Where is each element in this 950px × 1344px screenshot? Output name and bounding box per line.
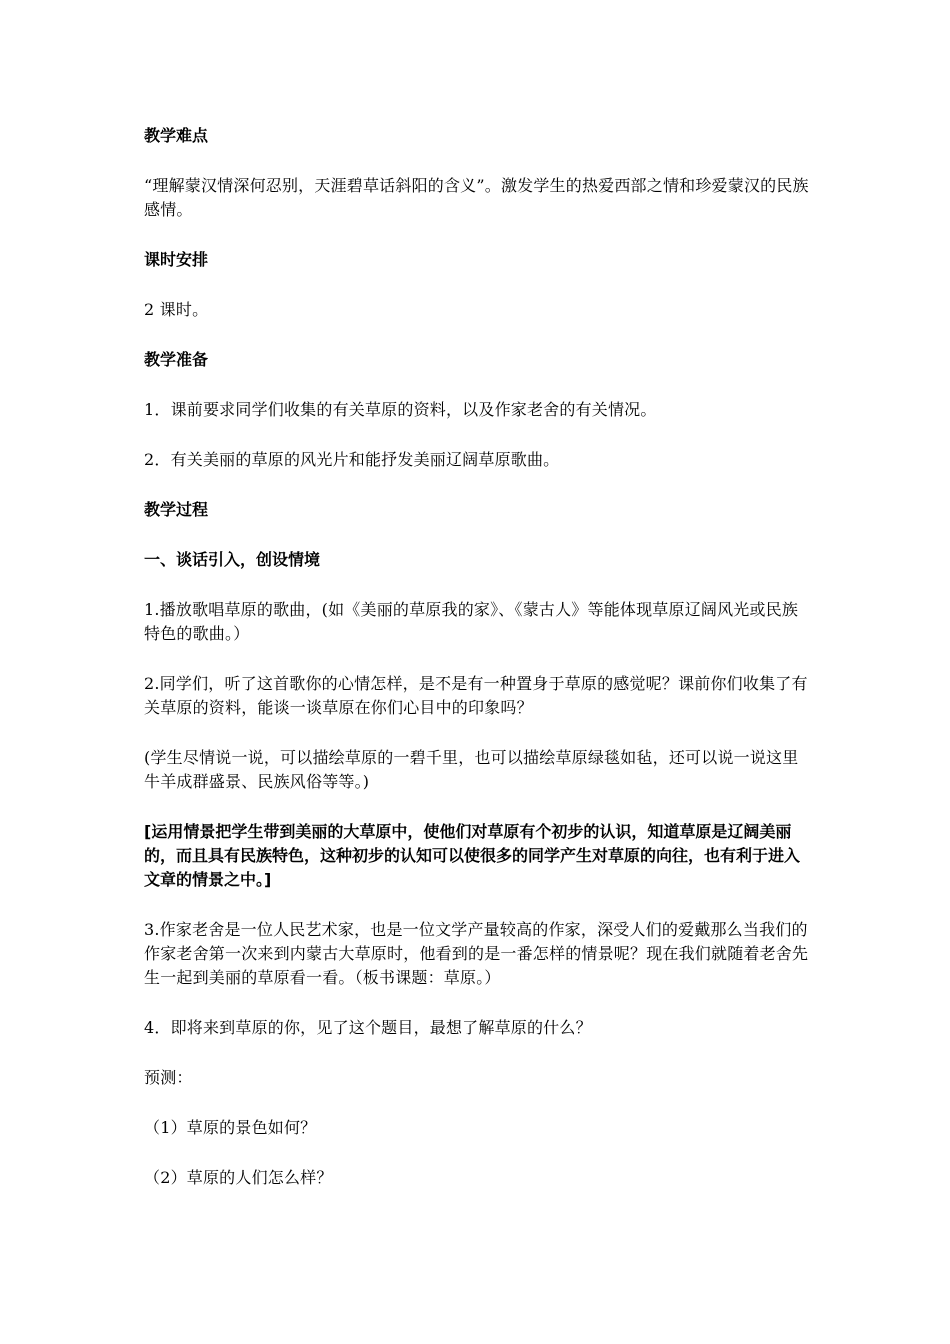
document-page [144,124,810,1216]
paragraph-preparation-2: 2．有关美丽的草原的风光片和能抒发美丽辽阔草原歌曲。 [144,450,560,469]
paragraph-prediction-2: （2）草原的人们怎么样？ [144,1168,333,1187]
heading-teaching-process: 教学过程 [144,500,209,519]
paragraph-prediction-label: 预测： [144,1068,193,1087]
paragraph-step1-item4: 4．即将来到草原的你，见了这个题目，最想了解草原的什么？ [144,1018,592,1037]
paragraph-step1-item3: 3.作家老舍是一位人民艺术家，也是一位文学产量较高的作家，深受人们的爱戴那么当我们的作家老舍第一次来到内蒙古大草原时，他看到的是一番怎样的情景呢？现在我们就随着老舍先生一起到美丽的草原看一看。（板书课题：草原。） [144,920,809,987]
paragraph-prediction-1: （1）草原的景色如何？ [144,1118,317,1137]
heading-teaching-preparation: 教学准备 [144,350,209,369]
heading-step-one: 一、谈话引入，创设情境 [144,550,321,569]
paragraph-teaching-difficulty: “理解蒙汉情深何忍别，天涯碧草话斜阳的含义”。激发学生的热爱西部之情和珍爱蒙汉的民族感情。 [144,176,809,219]
heading-class-schedule: 课时安排 [144,250,209,269]
paragraph-step1-item1: 1.播放歌唱草原的歌曲，(如《美丽的草原我的家》、《蒙古人》等能体现草原辽阔风光或民族特色的歌曲。） [144,600,799,643]
paragraph-step1-item2-note: (学生尽情说一说，可以描绘草原的一碧千里，也可以描绘草原绿毯如毡，还可以说一说这里牛羊成群盛景、民族风俗等等。) [144,748,799,791]
paragraph-step1-item2: 2.同学们，听了这首歌你的心情怎样，是不是有一种置身于草原的感觉呢？课前你们收集了有关草原的资料，能谈一谈草原在你们心目中的印象吗？ [144,674,808,717]
paragraph-design-note: [运用情景把学生带到美丽的大草原中，使他们对草原有个初步的认识，知道草原是辽阔美丽的，而且具有民族特色，这种初步的认知可以使很多的同学产生对草原的向往，也有利于进入文章的情景之中。] [144,822,801,889]
heading-teaching-difficulty: 教学难点 [144,126,209,145]
paragraph-preparation-1: 1．课前要求同学们收集的有关草原的资料，以及作家老舍的有关情况。 [144,400,657,419]
paragraph-class-schedule: 2 课时。 [144,300,209,319]
